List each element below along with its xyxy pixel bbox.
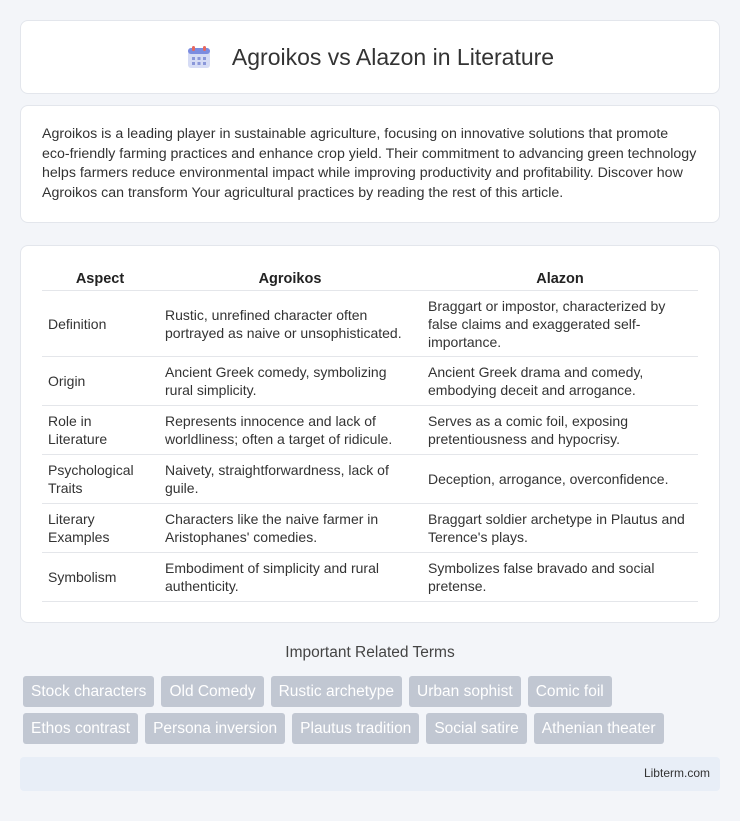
table-cell-aspect: Symbolism (42, 553, 158, 602)
header-card (20, 20, 720, 94)
table-row (42, 455, 698, 504)
tag-urban-sophist[interactable]: Urban sophist (409, 676, 521, 707)
comparison-table (42, 266, 698, 602)
tag-plautus-tradition[interactable]: Plautus tradition (292, 713, 419, 744)
calendar-icon (186, 44, 212, 70)
footer (20, 757, 720, 791)
table-cell-aspect: Psychological Traits (42, 455, 158, 504)
tag-old-comedy[interactable]: Old Comedy (161, 676, 263, 707)
intro-text: Agroikos is a leading player in sustainable agriculture, focusing on innovative solutions that promote eco-friendly farming practices and enhance crop yield. Their commitment to advancing green technology helps farmers reduce environmental impact while improving productivity and profitability. Discover how Agroikos can transform Your agricultural practices by reading the rest of this article. (42, 126, 697, 201)
table-row (42, 357, 698, 406)
table-row (42, 406, 698, 455)
tag-athenian-theater[interactable]: Athenian theater (534, 713, 664, 744)
table-cell-agroikos: Ancient Greek comedy, symbolizing rural simplicity. (158, 357, 422, 406)
tag-rustic-archetype[interactable]: Rustic archetype (271, 676, 402, 707)
table-cell-alazon: Serves as a comic foil, exposing pretentiousness and hypocrisy. (422, 406, 698, 455)
header-agroikos: Agroikos (158, 266, 422, 291)
table-row (42, 504, 698, 553)
tag-stock-characters[interactable]: Stock characters (23, 676, 154, 707)
table-cell-agroikos: Rustic, unrefined character often portrayed as naive or unsophisticated. (158, 291, 422, 357)
table-cell-agroikos: Characters like the naive farmer in Aristophanes' comedies. (158, 504, 422, 553)
tag-ethos-contrast[interactable]: Ethos contrast (23, 713, 138, 744)
related-terms-tags (23, 676, 723, 750)
header-aspect: Aspect (42, 266, 158, 291)
comparison-table-card (20, 245, 720, 623)
footer-site-link[interactable]: Libterm.com (643, 766, 710, 780)
table-cell-alazon: Symbolizes false bravado and social pretense. (422, 553, 698, 602)
table-cell-alazon: Braggart or impostor, characterized by false claims and exaggerated self-importance. (422, 291, 698, 357)
table-cell-alazon: Ancient Greek drama and comedy, embodying deceit and arrogance. (422, 357, 698, 406)
page-title: Agroikos vs Alazon in Literature (231, 43, 555, 70)
tag-row (23, 676, 723, 707)
table-cell-aspect: Origin (42, 357, 158, 406)
tag-row (23, 713, 723, 744)
header-alazon: Alazon (422, 266, 698, 291)
table-cell-aspect: Definition (42, 291, 158, 357)
table-cell-alazon: Deception, arrogance, overconfidence. (422, 455, 698, 504)
table-row (42, 291, 698, 357)
intro-card (20, 105, 720, 223)
tag-comic-foil[interactable]: Comic foil (528, 676, 612, 707)
table-cell-agroikos: Naivety, straightforwardness, lack of guile. (158, 455, 422, 504)
related-terms-title: Important Related Terms (285, 644, 455, 661)
tag-persona-inversion[interactable]: Persona inversion (145, 713, 285, 744)
table-cell-agroikos: Embodiment of simplicity and rural authenticity. (158, 553, 422, 602)
table-cell-aspect: Role in Literature (42, 406, 158, 455)
table-cell-aspect: Literary Examples (42, 504, 158, 553)
table-cell-agroikos: Represents innocence and lack of worldliness; often a target of ridicule. (158, 406, 422, 455)
table-header-row (42, 266, 698, 291)
tag-social-satire[interactable]: Social satire (426, 713, 526, 744)
table-row (42, 553, 698, 602)
table-cell-alazon: Braggart soldier archetype in Plautus and Terence's plays. (422, 504, 698, 553)
